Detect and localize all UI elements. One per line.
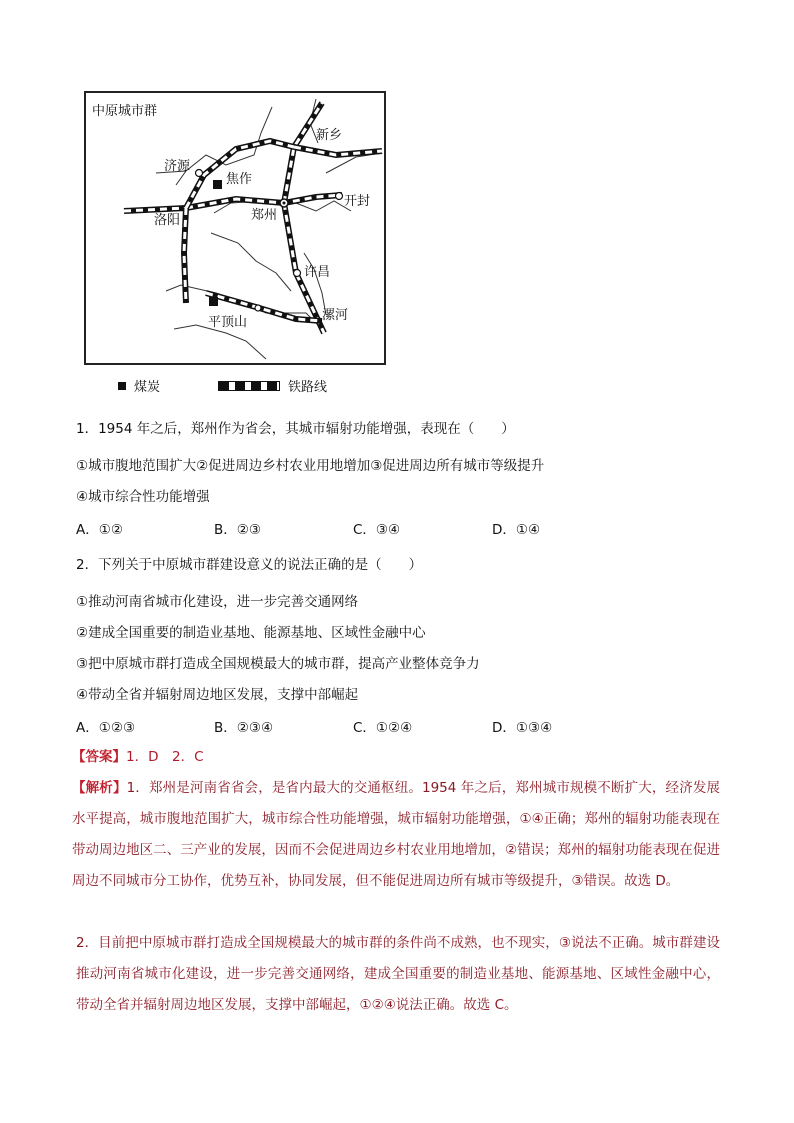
coal-pingdingshan-icon <box>209 297 218 306</box>
answer-tag: 【答案】 <box>72 749 126 765</box>
kaifeng-marker <box>336 193 343 200</box>
answer-line <box>72 747 204 767</box>
q2-item-1: ①推动河南省城市化建设，进一步完善交通网络 <box>76 594 359 610</box>
railway-icon <box>218 381 280 391</box>
label-pingdingshan: 平顶山 <box>208 315 248 330</box>
label-luohe: 漯河 <box>322 308 349 323</box>
q1-line2: ④城市综合性功能增强 <box>76 489 210 505</box>
q2-option-d: D．①③④ <box>492 720 553 736</box>
pingdingshan-station-marker <box>255 305 261 311</box>
coal-jiaozuo-icon <box>213 180 222 189</box>
label-kaifeng: 开封 <box>344 194 371 209</box>
answer-text: 1．D 2．C <box>126 749 204 765</box>
q2-item-2: ②建成全国重要的制造业基地、能源基地、区域性金融中心 <box>76 625 426 641</box>
coal-icon <box>118 382 126 390</box>
q2-option-a: A．①②③ <box>76 720 136 736</box>
q1-option-a: A．①② <box>76 522 123 538</box>
q1-option-b: B．②③ <box>214 522 261 538</box>
legend-coal <box>118 376 160 395</box>
legend-coal-label: 煤炭 <box>134 380 161 395</box>
q1-stem: 1．1954 年之后，郑州作为省会，其城市辐射功能增强，表现在（ ） <box>76 421 515 437</box>
legend-railway-label: 铁路线 <box>288 380 328 395</box>
label-xinxiang: 新乡 <box>316 128 343 143</box>
label-xuchang: 许昌 <box>304 265 331 280</box>
boundary-line <box>304 253 326 315</box>
label-jiaozuo: 焦作 <box>226 172 253 187</box>
label-luoyang: 洛阳 <box>154 213 181 228</box>
map-figure <box>84 91 386 365</box>
q2-item-3: ③把中原城市群打造成全国规模最大的城市群，提高产业整体竞争力 <box>76 656 480 672</box>
q2-stem: 2．下列关于中原城市群建设意义的说法正确的是（ ） <box>76 557 423 573</box>
q2-options <box>76 716 636 736</box>
q2-item-4: ④带动全省并辐射周边地区发展，支撑中部崛起 <box>76 687 359 703</box>
label-zhengzhou: 郑州 <box>251 208 278 223</box>
map-svg <box>86 93 384 363</box>
q2-option-c: C．①②④ <box>353 720 413 736</box>
q1-option-d: D．①④ <box>492 522 541 538</box>
boundary-line <box>174 325 266 359</box>
analysis-tag: 【解析】 <box>72 780 127 796</box>
map-title: 中原城市群 <box>92 104 158 119</box>
q1-line1: ①城市腹地范围扩大②促进周边乡村农业用地增加③促进周边所有城市等级提升 <box>76 458 545 474</box>
analysis-text-1: 1．郑州是河南省省会，是省内最大的交通枢纽。1954 年之后，郑州城市规模不断扩大，经济发展水平提高，城市腹地范围扩大，城市综合性功能增强，城市辐射功能增强，①④正确；郑州的辐射功能表现在带动周边地区二、三产业的发展，因而不会促进周边乡村农业用地增加，②错误；郑州的辐射功能表现在促进周边不同城市分工协作，优势互补，协同发展，但不能促进周边所有城市等级提升，③错误。故选 D。 <box>72 780 720 889</box>
q2-option-b: B．②③④ <box>214 720 274 736</box>
analysis-p1 <box>72 773 720 897</box>
q1-options <box>76 518 636 538</box>
q1-option-c: C．③④ <box>353 522 401 538</box>
label-jiyuan: 济源 <box>164 159 191 174</box>
xuchang-marker <box>294 270 301 277</box>
boundary-line <box>211 233 291 291</box>
legend-railway <box>218 376 327 395</box>
analysis-p2 <box>76 928 720 1021</box>
map-legend <box>112 376 372 398</box>
analysis-text-2: 2．目前把中原城市群打造成全国规模最大的城市群的条件尚不成熟，也不现实，③说法不正确。城市群建设推动河南省城市化建设，进一步完善交通网络，建成全国重要的制造业基地、能源基地、区域性金融中心，带动全省并辐射周边地区发展，支撑中部崛起，①②④说法正确。故选 C。 <box>76 935 720 1013</box>
jiyuan-marker <box>196 170 203 177</box>
